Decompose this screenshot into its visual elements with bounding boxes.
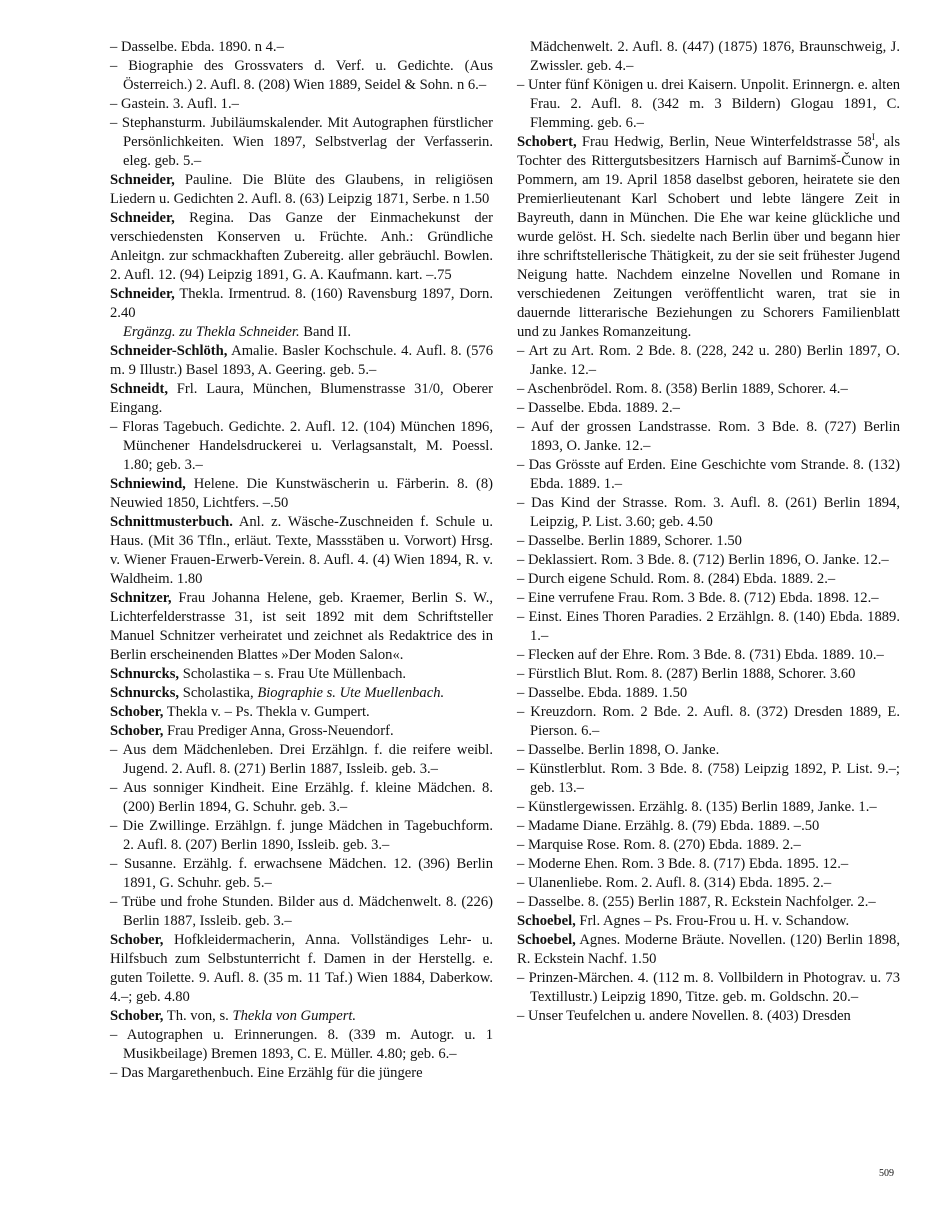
work-entry: – Dasselbe. Berlin 1898, O. Janke.: [517, 742, 720, 758]
work-entry: – Deklassiert. Rom. 3 Bde. 8. (712) Berlin 1896, O. Janke. 12.–: [517, 552, 889, 568]
author-name: Schobert,: [517, 134, 577, 150]
work-entry: – Unter fünf Königen u. drei Kaisern. Unpolit. Erinnergn. e. alten Frau. 2. Aufl. 8. (342 m. 3 Bildern) Glogau 1891, C. Flemming. geb. 6.–: [517, 77, 900, 131]
author-name: Schneider-Schlöth,: [110, 343, 228, 359]
author-name: Schneider,: [110, 286, 175, 302]
author-name: Schnitzer,: [110, 590, 172, 606]
work-entry: – Die Zwillinge. Erzählgn. f. junge Mädchen in Tagebuchform. 2. Aufl. 8. (207) Berlin 1890, Issleib. geb. 3.–: [110, 818, 493, 853]
work-entry: – Gastein. 3. Aufl. 1.–: [110, 96, 239, 112]
author-name: Schnurcks,: [110, 666, 180, 682]
work-entry: – Biographie des Grossvaters d. Verf. u. Gedichte. (Aus Österreich.) 2. Aufl. 8. (208) Wien 1889, Seidel & Sohn. n 6.–: [110, 58, 493, 93]
work-entry: – Künstlergewissen. Erzählg. 8. (135) Berlin 1889, Janke. 1.–: [517, 799, 877, 815]
work-entry: – Ulanenliebe. Rom. 2. Aufl. 8. (314) Ebda. 1895. 2.–: [517, 875, 832, 891]
left-column: [110, 38, 493, 1083]
work-entry: – Einst. Eines Thoren Paradies. 2 Erzählgn. 8. (140) Ebda. 1889. 1.–: [517, 609, 900, 644]
author-entry: Schoebel, Frl. Agnes – Ps. Frou-Frou u. H. v. Schandow.: [517, 913, 850, 929]
author-entry: Schneidt, Frl. Laura, München, Blumenstrasse 31/0, Oberer Eingang.: [110, 381, 493, 416]
author-entry: Schnitzer, Frau Johanna Helene, geb. Kraemer, Berlin S. W., Lichterfelderstrasse 31, ist seit 1892 mit dem Schriftsteller Manuel Schnitzer verheiratet und zeichnet als Redaktrice des in Berlin erscheinenden Blattes »Der Moden Salon«.: [110, 590, 493, 663]
work-entry: – Das Grösste auf Erden. Eine Geschichte vom Strande. 8. (132) Ebda. 1889. 1.–: [517, 457, 900, 492]
work-entry: – Susanne. Erzählg. f. erwachsene Mädchen. 12. (396) Berlin 1891, G. Schuhr. geb. 5.–: [110, 856, 493, 891]
work-entry: – Stephansturm. Jubiläumskalender. Mit Autographen fürstlicher Persönlichkeiten. Wien 1897, Selbstverlag der Verfasserin. eleg. geb. 5.–: [110, 115, 493, 169]
author-entry: Schober, Hofkleidermacherin, Anna. Vollständiges Lehr- u. Hilfsbuch zum Selbstunterricht f. Damen in der Herstellg. e. guten Toilette. 9. Aufl. 8. (35 m. 11 Taf.) Wien 1884, Daberkow. 4.–; geb. 4.80: [110, 932, 493, 1005]
work-entry: – Das Margarethenbuch. Eine Erzählg für die jüngere: [110, 1065, 423, 1081]
work-entry: – Das Kind der Strasse. Rom. 3. Aufl. 8. (261) Berlin 1894, Leipzig, P. List. 3.60; geb. 4.50: [517, 495, 900, 530]
author-name: Schniewind,: [110, 476, 186, 492]
author-entry: Schneider-Schlöth, Amalie. Basler Kochschule. 4. Aufl. 8. (576 m. 9 Illustr.) Basel 1893, A. Geering. geb. 5.–: [110, 343, 493, 378]
work-entry: – Flecken auf der Ehre. Rom. 3 Bde. 8. (731) Ebda. 1889. 10.–: [517, 647, 884, 663]
author-name: Schober,: [110, 723, 164, 739]
work-entry: – Floras Tagebuch. Gedichte. 2. Aufl. 12. (104) München 1896, Münchener Handelsdruckerei u. Verlagsanstalt, M. Poessl. 1.80; geb. 3.–: [110, 419, 493, 473]
work-entry: – Eine verrufene Frau. Rom. 3 Bde. 8. (712) Ebda. 1898. 12.–: [517, 590, 879, 606]
author-entry: Schober, Thekla v. – Ps. Thekla v. Gumpert.: [110, 704, 370, 720]
italic-reference: Thekla von Gumpert.: [232, 1008, 357, 1024]
author-entry: Schneider, Thekla. Irmentrud. 8. (160) Ravensburg 1897, Dorn. 2.40: [110, 286, 493, 321]
author-entry: Schnurcks, Scholastika, Biographie s. Ute Muellenbach.: [110, 685, 445, 701]
work-entry: – Unser Teufelchen u. andere Novellen. 8. (403) Dresden: [517, 1008, 851, 1024]
work-entry: – Kreuzdorn. Rom. 2 Bde. 2. Aufl. 8. (372) Dresden 1889, E. Pierson. 6.–: [517, 704, 900, 739]
work-entry: – Dasselbe. 8. (255) Berlin 1887, R. Eckstein Nachfolger. 2.–: [517, 894, 876, 910]
work-entry: – Dasselbe. Ebda. 1889. 2.–: [517, 400, 680, 416]
work-entry: – Madame Diane. Erzählg. 8. (79) Ebda. 1889. –.50: [517, 818, 820, 834]
work-entry: – Dasselbe. Ebda. 1890. n 4.–: [110, 39, 284, 55]
work-entry: – Fürstlich Blut. Rom. 8. (287) Berlin 1888, Schorer. 3.60: [517, 666, 856, 682]
work-entry: – Dasselbe. Ebda. 1889. 1.50: [517, 685, 688, 701]
work-entry: – Art zu Art. Rom. 2 Bde. 8. (228, 242 u. 280) Berlin 1897, O. Janke. 12.–: [517, 343, 900, 378]
author-entry: Schober, Frau Prediger Anna, Gross-Neuendorf.: [110, 723, 394, 739]
author-name: Schnittmusterbuch.: [110, 514, 233, 530]
author-entry: Schnittmusterbuch. Anl. z. Wäsche-Zuschneiden f. Schule u. Haus. (Mit 36 Tfln., erläut. Texte, Massstäben u. Vorwort) Hrsg. v. Wiener Frauen-Erwerb-Verein. 8. Aufl. 4. (4) Wien 1894, R. v. Waldheim. 1.80: [110, 514, 493, 587]
author-entry: Schober, Th. von, s. Thekla von Gumpert.: [110, 1008, 357, 1024]
author-name: Schneidt,: [110, 381, 168, 397]
author-name: Schoebel,: [517, 932, 576, 948]
work-entry: – Aschenbrödel. Rom. 8. (358) Berlin 1889, Schorer. 4.–: [517, 381, 848, 397]
work-entry: – Aus dem Mädchenleben. Drei Erzählgn. f. die reifere weibl. Jugend. 2. Aufl. 8. (271) Berlin 1887, Issleib. geb. 3.–: [110, 742, 493, 777]
cross-reference: Ergänzg. zu Thekla Schneider. Band II.: [123, 324, 352, 340]
author-name: Schober,: [110, 932, 164, 948]
work-entry: – Moderne Ehen. Rom. 3 Bde. 8. (717) Ebda. 1895. 12.–: [517, 856, 849, 872]
work-entry: – Autographen u. Erinnerungen. 8. (339 m. Autogr. u. 1 Musikbeilage) Bremen 1893, C. E. Müller. 4.80; geb. 6.–: [110, 1027, 493, 1062]
author-name: Schober,: [110, 1008, 164, 1024]
work-entry: – Künstlerblut. Rom. 3 Bde. 8. (758) Leipzig 1892, P. List. 9.–; geb. 13.–: [517, 761, 900, 796]
author-name: Schnurcks,: [110, 685, 180, 701]
work-entry: – Marquise Rose. Rom. 8. (270) Ebda. 1889. 2.–: [517, 837, 801, 853]
author-name: Schneider,: [110, 172, 175, 188]
author-name: Schoebel,: [517, 913, 576, 929]
reference-tail: Band II.: [299, 324, 352, 340]
work-entry: – Dasselbe. Berlin 1889, Schorer. 1.50: [517, 533, 742, 549]
work-entry: – Trübe und frohe Stunden. Bilder aus d. Mädchenwelt. 8. (226) Berlin 1887, Issleib. geb. 3.–: [110, 894, 493, 929]
right-column: [517, 38, 900, 1026]
work-entry: – Durch eigene Schuld. Rom. 8. (284) Ebda. 1889. 2.–: [517, 571, 836, 587]
author-entry: Schobert, Frau Hedwig, Berlin, Neue Winterfeldstrasse $58^I$, als Tochter des Rittergutsbesitzers Harnisch auf Barnimš-Čunow in Pommern, am 19. April 1858 daselbst geboren, heiratete sie den Premierlieutenant Karl Schobert und lebte längere Zeit in Bayreuth, dann in München. Die Ehe war keine glückliche und wurde gelöst. H. Sch. siedelte nach Berlin über und begann hier ihre schriftstellerische Thätigkeit, zu der sie seit frühester Jugend Neigung hatte. Nachdem einzelne Novellen und Romane in verschiedenen Zeitungen veröffentlicht waren, trat sie in dauernde litterarische Beziehungen zu Schorers Familienblatt und zu Jankes Romanzeitung.: [517, 132, 900, 340]
author-entry: Schnurcks, Scholastika – s. Frau Ute Müllenbach.: [110, 666, 407, 682]
work-entry: – Prinzen-Märchen. 4. (112 m. 8. Vollbildern in Photograv. u. 73 Textillustr.) Leipzig 1890, Titze. geb. m. Goldschn. 20.–: [517, 970, 900, 1005]
page-number: 509: [879, 1168, 894, 1179]
author-name: Schneider,: [110, 210, 175, 226]
author-entry: Schneider, Pauline. Die Blüte des Glaubens, in religiösen Liedern u. Gedichten 2. Aufl. 8. (63) Leipzig 1871, Serbe. n 1.50: [110, 172, 493, 207]
italic-reference: Biographie s. Ute Muellenbach.: [257, 685, 445, 701]
work-entry: – Auf der grossen Landstrasse. Rom. 3 Bde. 8. (727) Berlin 1893, O. Janke. 12.–: [517, 419, 900, 454]
author-name: Schober,: [110, 704, 164, 720]
author-entry: Schniewind, Helene. Die Kunstwäscherin u. Färberin. 8. (8) Neuwied 1850, Lichtfers. –.50: [110, 476, 493, 511]
superscript: I: [871, 132, 875, 143]
author-entry: Schneider, Regina. Das Ganze der Einmachekunst der verschiedensten Konserven u. Früchte. Anh.: Gründliche Anleitgn. zur schmackhaften Zubereitg. aller gebräuchl. Bowlen. 2. Aufl. 12. (94) Leipzig 1891, G. A. Kaufmann. kart. –.75: [110, 210, 493, 283]
work-entry: Mädchenwelt. 2. Aufl. 8. (447) (1875) 1876, Braunschweig, J. Zwissler. geb. 4.–: [530, 39, 900, 74]
author-entry: Schoebel, Agnes. Moderne Bräute. Novellen. (120) Berlin 1898, R. Eckstein Nachf. 1.50: [517, 932, 900, 967]
work-entry: – Aus sonniger Kindheit. Eine Erzählg. f. kleine Mädchen. 8. (200) Berlin 1894, G. Schuhr. geb. 3.–: [110, 780, 493, 815]
